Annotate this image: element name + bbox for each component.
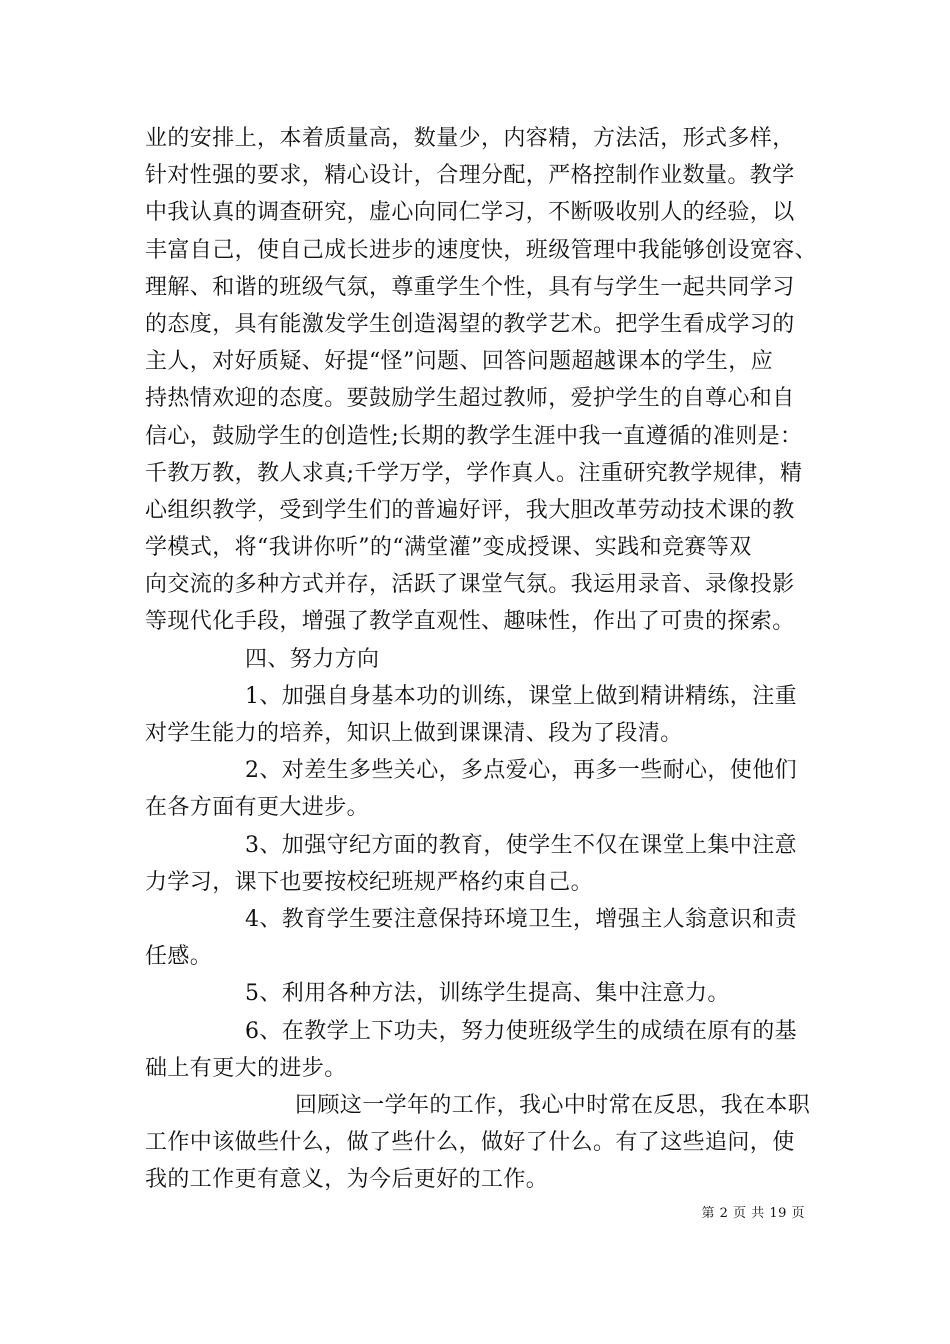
text-line: 丰富自己，使自己成长进步的速度快，班级管理中我能够创设宽容、 bbox=[145, 237, 818, 263]
list-item-first-line: 6、在教学上下功夫，努力使班级学生的成绩在原有的基 bbox=[245, 1018, 797, 1044]
text-line: 信心，鼓励学生的创造性;长期的教学生涯中我一直遵循的准则是： bbox=[145, 423, 803, 449]
text-line: 向交流的多种方式并存，活跃了课堂气氛。我运用录音、录像投影 bbox=[145, 572, 795, 598]
list-item bbox=[145, 975, 810, 1012]
closing-paragraph bbox=[145, 1087, 810, 1199]
list-item-first-line: 3、加强守纪方面的教育，使学生不仅在课堂上集中注意 bbox=[245, 832, 797, 858]
list-item bbox=[145, 1013, 810, 1087]
page-number-footer: 第 2 页 共 19 页 bbox=[701, 1206, 805, 1221]
closing-line: 我的工作更有意义，为今后更好的工作。 bbox=[145, 1167, 549, 1193]
closing-line: 工作中该做些什么，做了些什么，做好了什么。有了这些追问，使 bbox=[145, 1130, 795, 1156]
list-item-first-line: 5、利用各种方法，训练学生提高、集中注意力。 bbox=[245, 981, 730, 1007]
list-item-continuation: 力学习，课下也要按校纪班规严格约束自己。 bbox=[145, 869, 594, 895]
text-line: 千教万教，教人求真;千学万学，学作真人。注重研究教学规律，精 bbox=[145, 460, 803, 486]
closing-line: 回顾这一学年的工作，我心中时常在反思，我在本职 bbox=[295, 1092, 811, 1118]
text-line: 等现代化手段，增强了教学直观性、趣味性，作出了可贵的探索。 bbox=[145, 609, 795, 635]
document-body bbox=[145, 120, 818, 1198]
text-line: 的态度，具有能激发学生创造渴望的教学艺术。把学生看成学习的 bbox=[145, 311, 795, 337]
text-line: 针对性强的要求，精心设计，合理分配，严格控制作业数量。教学 bbox=[145, 163, 795, 189]
list-item bbox=[145, 827, 810, 901]
text-line: 理解、和谐的班级气氛，尊重学生个性，具有与学生一起共同学习 bbox=[145, 274, 795, 300]
list-item bbox=[145, 901, 810, 975]
section-heading: 四、努力方向 bbox=[245, 646, 380, 672]
text-line: 学模式，将“我讲你听”的“满堂灌”变成授课、实践和竞赛等双 bbox=[145, 535, 752, 561]
list-item-first-line: 1、加强自身基本功的训练，课堂上做到精讲精练，注重 bbox=[245, 683, 797, 709]
list-item-continuation: 础上有更大的进步。 bbox=[145, 1055, 347, 1081]
list-item-continuation: 任感。 bbox=[145, 944, 213, 970]
text-line: 心组织教学，受到学生们的普遍好评，我大胆改革劳动技术课的教 bbox=[145, 497, 795, 523]
text-line: 中我认真的调查研究，虚心向同仁学习，不断吸收别人的经验，以 bbox=[145, 200, 795, 226]
list-item bbox=[145, 752, 810, 826]
list-item-first-line: 2、对差生多些关心，多点爱心，再多一些耐心，使他们 bbox=[245, 758, 797, 784]
body-paragraph bbox=[145, 120, 818, 641]
list-item bbox=[145, 678, 810, 752]
list-item-continuation: 在各方面有更大进步。 bbox=[145, 795, 370, 821]
text-line: 持热情欢迎的态度。要鼓励学生超过教师，爱护学生的自尊心和自 bbox=[145, 386, 795, 412]
text-line: 主人，对好质疑、好提“怪”问题、回答问题超越课本的学生，应 bbox=[145, 349, 774, 375]
text-line: 业的安排上，本着质量高，数量少，内容精，方法活，形式多样， bbox=[145, 126, 795, 151]
list-item-first-line: 4、教育学生要注意保持环境卫生，增强主人翁意识和责 bbox=[245, 906, 797, 932]
list-item-continuation: 对学生能力的培养，知识上做到课课清、段为了段清。 bbox=[145, 721, 683, 746]
